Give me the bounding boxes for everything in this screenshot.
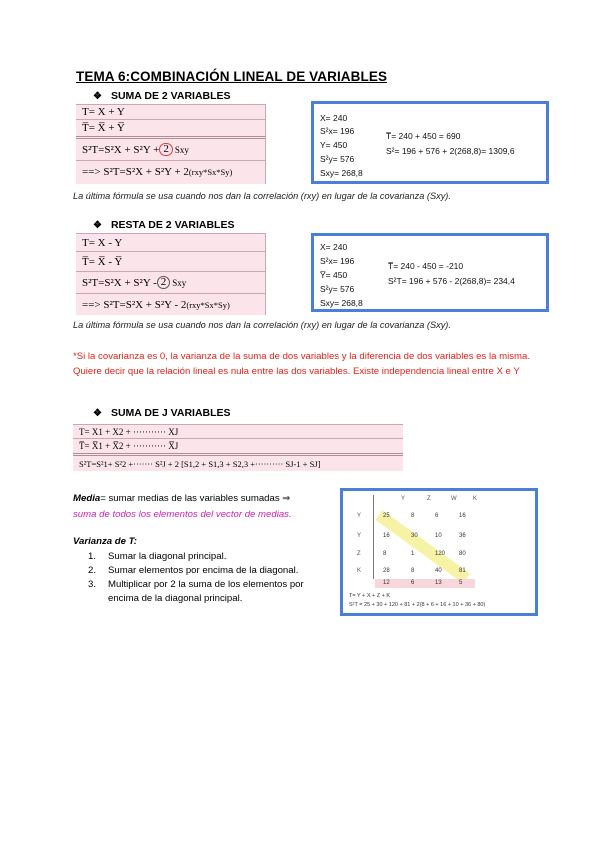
- section-heading-suma-j: ❖ SUMA DE J VARIABLES: [93, 407, 231, 419]
- diamond-bullet-icon: ❖: [93, 219, 102, 231]
- formula-t: T= X + Y: [76, 105, 266, 120]
- formula-t-mean: T̅= X̅ - Y̅: [76, 252, 266, 272]
- diamond-bullet-icon: ❖: [93, 407, 102, 419]
- diamond-bullet-icon: ❖: [93, 90, 102, 102]
- list-item: 1. Sumar la diagonal principal.: [88, 551, 227, 562]
- covariance-warning: *Si la covarianza es 0, la varianza de la suma de dos variables y la diferencia de dos variables es la misma. Quiere decir que la relación lineal es nula entre las dos variables. Existe independencia lineal entre X e Y: [73, 351, 531, 377]
- media-definition: Media= sumar medias de las variables sumadas ⇒ suma de todos los elementos del vector de medias.: [73, 493, 292, 520]
- list-item: 2. Sumar elementos por encima de la diagonal.: [88, 565, 299, 576]
- varianza-steps: [88, 550, 308, 606]
- formula-variance: S²T=S²X + S²Y - 2 Sxy: [76, 272, 266, 294]
- note-correlation-resta: La última fórmula se usa cuando nos dan la correlación (rxy) en lugar de la covarianza (Sxy).: [73, 320, 451, 330]
- formula-t-mean: T̅= X̅1 + X̅2 + ··········· X̅J: [73, 439, 403, 456]
- note-correlation-suma: La última fórmula se usa cuando nos dan la correlación (rxy) en lugar de la covarianza (Sxy).: [73, 191, 451, 201]
- formula-variance: S²T=S²X + S²Y + 2 Sxy: [76, 139, 266, 161]
- formula-t: T= X1 + X2 + ··········· XJ: [73, 425, 403, 439]
- section-heading-suma-2: ❖ SUMA DE 2 VARIABLES: [93, 90, 231, 102]
- varianza-label: Varianza de T:: [73, 536, 137, 547]
- covariance-coefficient-circled: 2: [157, 276, 171, 290]
- page-title: TEMA 6:COMBINACIÓN LINEAL DE VARIABLES: [76, 69, 388, 84]
- section-heading-resta-2: ❖ RESTA DE 2 VARIABLES: [93, 219, 235, 231]
- covariance-coefficient-circled: 2: [159, 143, 173, 157]
- formula-t-mean: T̅= X̅ + Y̅: [76, 120, 266, 139]
- formula-variance-correlation: ==> S²T=S²X + S²Y + 2 (rxy*Sx*Sy): [82, 166, 233, 178]
- covariance-matrix-image: Y Z W K Y 25 8 6 16 Y 16 30 10 36 Z 8 1 120 80 K 28 8 40 81 12 6 13 5 T= Y + X + Z + K S²T = 25 + 30 + 120 + 81 + 2(8 + 6 + 16 + 10 + 36 + 80): [340, 488, 538, 616]
- formula-box-suma-2: [76, 104, 266, 184]
- formula-variance: S²T=S²1+ S²2 +······· S²J + 2 [S1,2 + S1,3 + S2,3 +·········· SJ-1 + SJ]: [79, 459, 321, 469]
- example-box-suma-2: X= 240 S²x= 196 Y= 450 S²y= 576 Sxy= 268,8 T̅= 240 + 450 = 690 S²= 196 + 576 + 2(268,8)= 1309,6: [311, 101, 549, 184]
- list-item: 3. Multiplicar por 2 la suma de los elementos por encima de la diagonal principal.: [88, 579, 304, 604]
- formula-box-suma-j: [73, 424, 403, 471]
- formula-t: T= X - Y: [76, 234, 266, 252]
- formula-variance-correlation: ==> S²T=S²X + S²Y - 2 (rxy*Sx*Sy): [82, 299, 230, 311]
- example-box-resta-2: X= 240 S²x= 196 Y̅= 450 S²y= 576 Sxy= 268,8 T̅= 240 - 450 = -210 S²T= 196 + 576 - 2(268,8)= 234,4: [311, 233, 549, 312]
- formula-box-resta-2: [76, 233, 266, 315]
- matrix-divider: [373, 495, 374, 579]
